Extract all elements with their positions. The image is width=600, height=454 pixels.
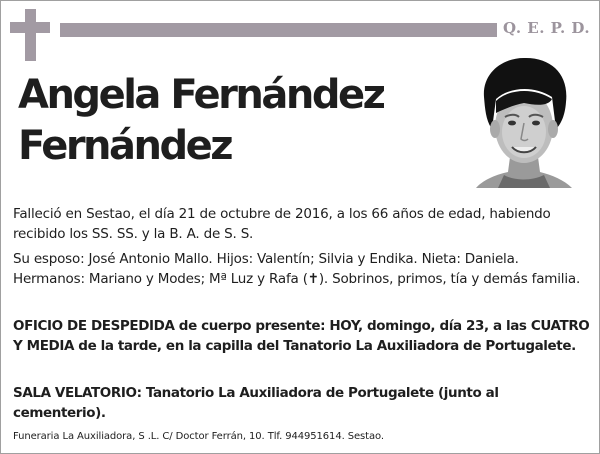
funeral-service: OFICIO DE DESPEDIDA de cuerpo presente: HOY, domingo, día 23, a las CUATRO Y MEDIA de la tarde, en la capilla del Tanatorio La Auxiliadora de Portugalete. [13,318,590,354]
qepd-label: Q. E. P. D. [503,19,591,37]
name-line-1: Angela Fernández [18,72,384,118]
wake-room: SALA VELATORIO: Tanatorio La Auxiliadora de Portugalete (junto al cementerio). [13,385,499,421]
death-details: Falleció en Sestao, el día 21 de octubre de 2016, a los 66 años de edad, habiendo recibido los SS. SS. y la B. A. de S. S. [13,206,551,242]
funeral-home-footer: Funeraria La Auxiliadora, S .L. C/ Doctor Ferrán, 10. Tlf. 944951614. Sestao. [13,431,384,442]
header-rule [60,23,497,37]
name-line-2: Fernández [18,123,232,169]
deceased-name [18,70,458,172]
family-list: Su esposo: José Antonio Mallo. Hijos: Valentín; Silvia y Endika. Nieta: Daniela. Hermanos: Mariano y Modes; Mª Luz y Rafa (✝). Sobrinos, primos, tía y demás familia. [13,251,581,287]
portrait-photo [474,57,574,188]
